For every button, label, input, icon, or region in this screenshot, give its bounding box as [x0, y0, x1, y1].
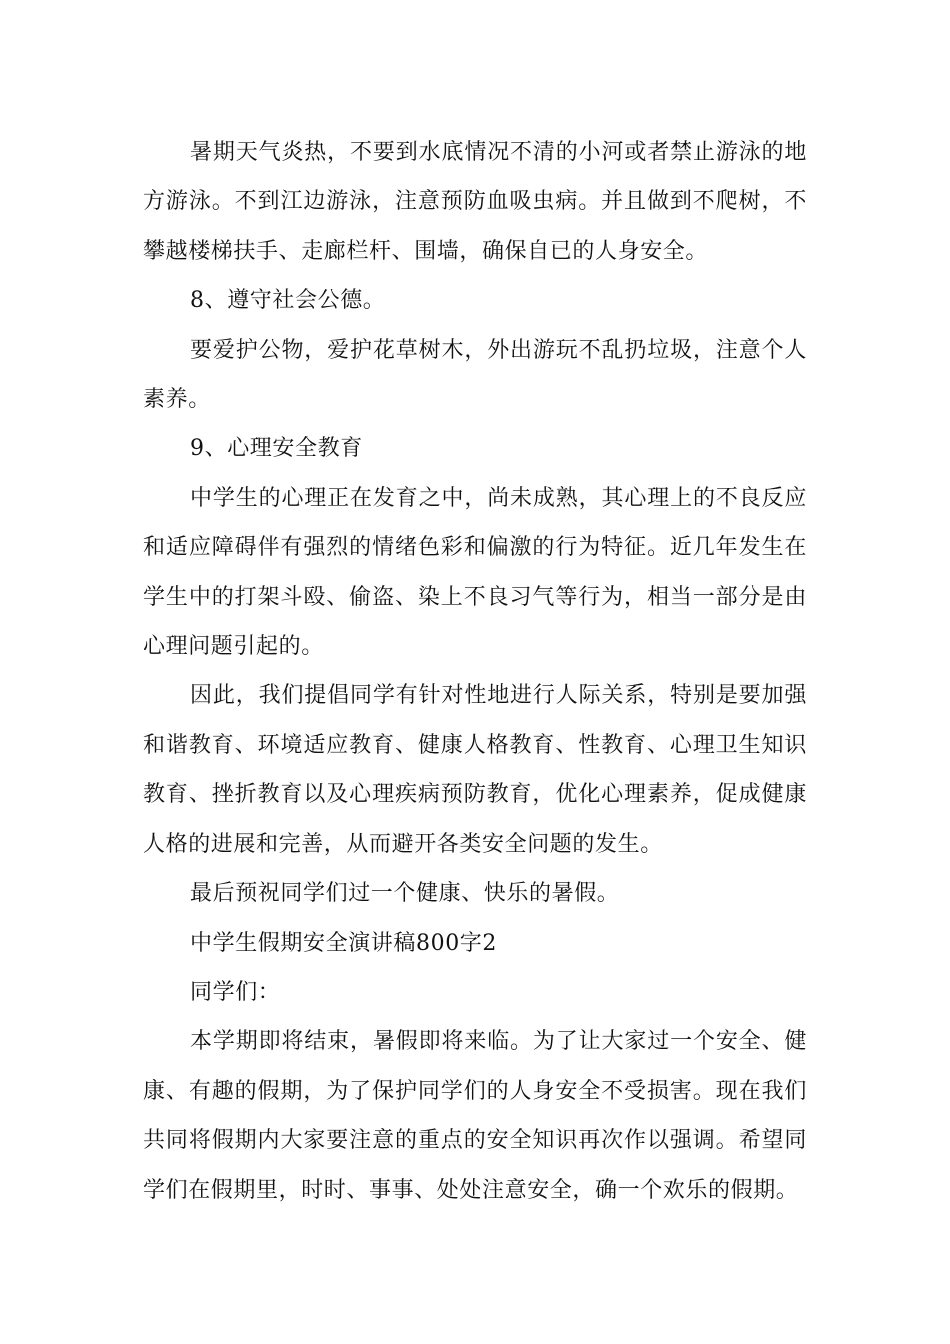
paragraph-psychology-issues: 中学生的心理正在发育之中，尚未成熟，其心理上的不良反应和适应障碍伴有强烈的情绪色彩和偏激的行为特征。近几年发生在学生中的打架斗殴、偷盗、染上不良习气等行为，相当一部分是由心理问题引起的。	[143, 485, 807, 660]
heading-psychological-safety: 9、心理安全教育	[190, 436, 363, 462]
paragraph-closing-wishes: 最后预祝同学们过一个健康、快乐的暑假。	[190, 881, 620, 907]
paragraph-psychology-education: 因此，我们提倡同学有针对性地进行人际关系，特别是要加强和谐教育、环境适应教育、健康人格教育、性教育、心理卫生知识教育、挫折教育以及心理疾病预防教育，优化心理素养，促成健康人格的进展和完善，从而避开各类安全问题的发生。	[143, 683, 807, 857]
paragraph-public-morality: 要爱护公物，爱护花草树木，外出游玩不乱扔垃圾，注意个人素养。	[143, 337, 807, 413]
paragraph-swimming-safety: 暑期天气炎热，不要到水底情况不清的小河或者禁止游泳的地方游泳。不到江边游泳，注意预防血吸虫病。并且做到不爬树，不攀越楼梯扶手、走廊栏杆、围墙，确保自已的人身安全。	[143, 140, 807, 264]
heading-public-morality: 8、遵守社会公德。	[190, 288, 386, 314]
paragraph-speech-intro: 本学期即将结束，暑假即将来临。为了让大家过一个安全、健康、有趣的假期，为了保护同学们的人身安全不受损害。现在我们共同将假期内大家要注意的重点的安全知识再次作以强调。希望同学们在假期里，时时、事事、处处注意安全，确一个欢乐的假期。	[143, 1029, 807, 1203]
speech-title: 中学生假期安全演讲稿800字2	[190, 930, 497, 956]
document-body	[143, 128, 807, 1215]
speech-greeting: 同学们：	[190, 979, 281, 1005]
